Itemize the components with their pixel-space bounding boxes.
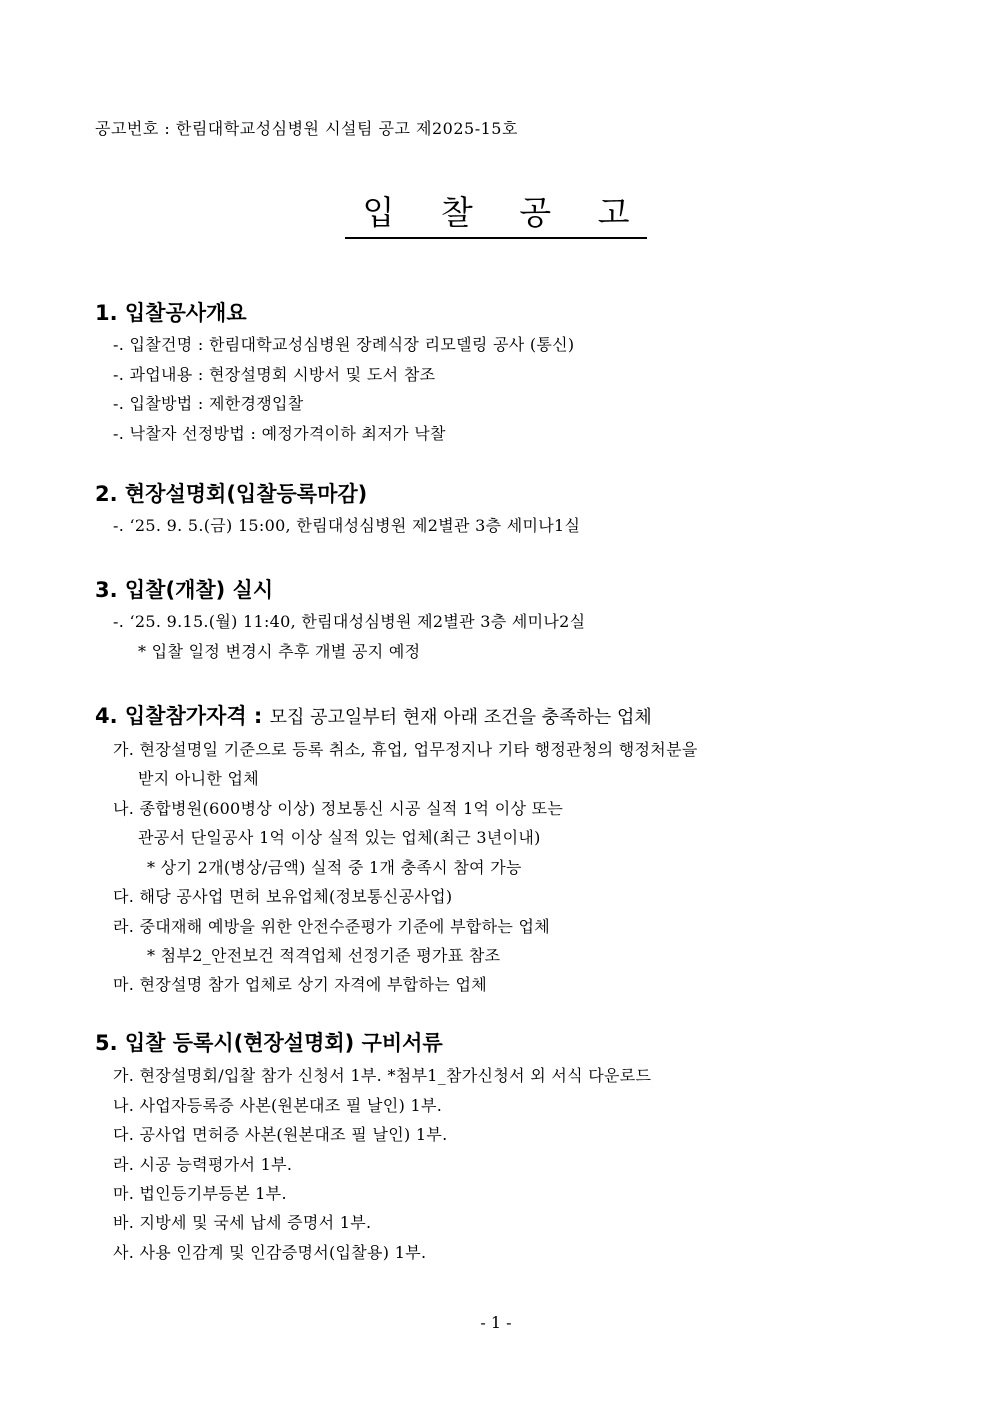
section-3-heading: 3. 입찰(개찰) 실시 — [95, 578, 274, 602]
section-5-item: 나. 사업자등록증 사본(원본대조 필 날인) 1부. — [113, 1096, 443, 1115]
section-5-item: 마. 법인등기부등본 1부. — [113, 1184, 287, 1203]
section-5-item: 가. 현장설명회/입찰 참가 신청서 1부. *첨부1_참가신청서 외 서식 다운로드 — [113, 1066, 652, 1085]
section-4-item: 나. 종합병원(600병상 이상) 정보통신 시공 실적 1억 이상 또는 — [113, 799, 564, 818]
section-2-heading: 2. 현장설명회(입찰등록마감) — [95, 482, 368, 506]
page-number: - 1 - — [480, 1313, 512, 1332]
section-4-heading-note: 모집 공고일부터 현재 아래 조건을 충족하는 업체 — [269, 707, 652, 728]
section-1-item: -. 입찰방법 : 제한경쟁입찰 — [113, 394, 304, 413]
section-1-item: -. 입찰건명 : 한림대학교성심병원 장례식장 리모델링 공사 (통신) — [113, 335, 575, 354]
document-title-text: 입 찰 공 고 — [345, 190, 648, 239]
document-title — [0, 190, 992, 239]
notice-number: 공고번호 : 한림대학교성심병원 시설팀 공고 제2025-15호 — [95, 119, 518, 138]
section-5-item: 라. 시공 능력평가서 1부. — [113, 1155, 293, 1174]
section-3-note: * 입찰 일정 변경시 추후 개별 공지 예정 — [138, 642, 421, 661]
section-4-item-cont: 관공서 단일공사 1억 이상 실적 있는 업체(최근 3년이내) — [138, 828, 541, 847]
section-2-item: -. ‘25. 9. 5.(금) 15:00, 한림대성심병원 제2별관 3층 세미나1실 — [113, 516, 581, 535]
section-4-item: 가. 현장설명일 기준으로 등록 취소, 휴업, 업무정지나 기타 행정관청의 행정처분을 — [113, 740, 698, 759]
section-4-note: * 상기 2개(병상/금액) 실적 중 1개 충족시 참여 가능 — [147, 858, 522, 877]
section-1-item: -. 과업내용 : 현장설명회 시방서 및 도서 참조 — [113, 365, 436, 384]
section-5-item: 사. 사용 인감계 및 인감증명서(입찰용) 1부. — [113, 1243, 427, 1262]
section-3-item: -. ‘25. 9.15.(월) 11:40, 한림대성심병원 제2별관 3층 세미나2실 — [113, 612, 586, 631]
section-5-heading: 5. 입찰 등록시(현장설명회) 구비서류 — [95, 1031, 443, 1055]
section-1-heading: 1. 입찰공사개요 — [95, 301, 247, 325]
section-4-item: 다. 해당 공사업 면허 보유업체(정보통신공사업) — [113, 887, 453, 906]
section-5-item: 다. 공사업 면허증 사본(원본대조 필 날인) 1부. — [113, 1125, 448, 1144]
section-4-note: * 첨부2_안전보건 적격업체 선정기준 평가표 참조 — [147, 946, 501, 965]
section-4-heading — [95, 700, 652, 730]
section-4-item: 라. 중대재해 예방을 위한 안전수준평가 기준에 부합하는 업체 — [113, 917, 550, 936]
section-4-item: 마. 현장설명 참가 업체로 상기 자격에 부합하는 업체 — [113, 975, 487, 994]
section-1-item: -. 낙찰자 선정방법 : 예정가격이하 최저가 낙찰 — [113, 424, 446, 443]
section-4-item-cont: 받지 아니한 업체 — [138, 769, 260, 788]
section-5-item: 바. 지방세 및 국세 납세 증명서 1부. — [113, 1213, 372, 1232]
section-4-heading-text: 4. 입찰참가자격 : — [95, 704, 263, 728]
